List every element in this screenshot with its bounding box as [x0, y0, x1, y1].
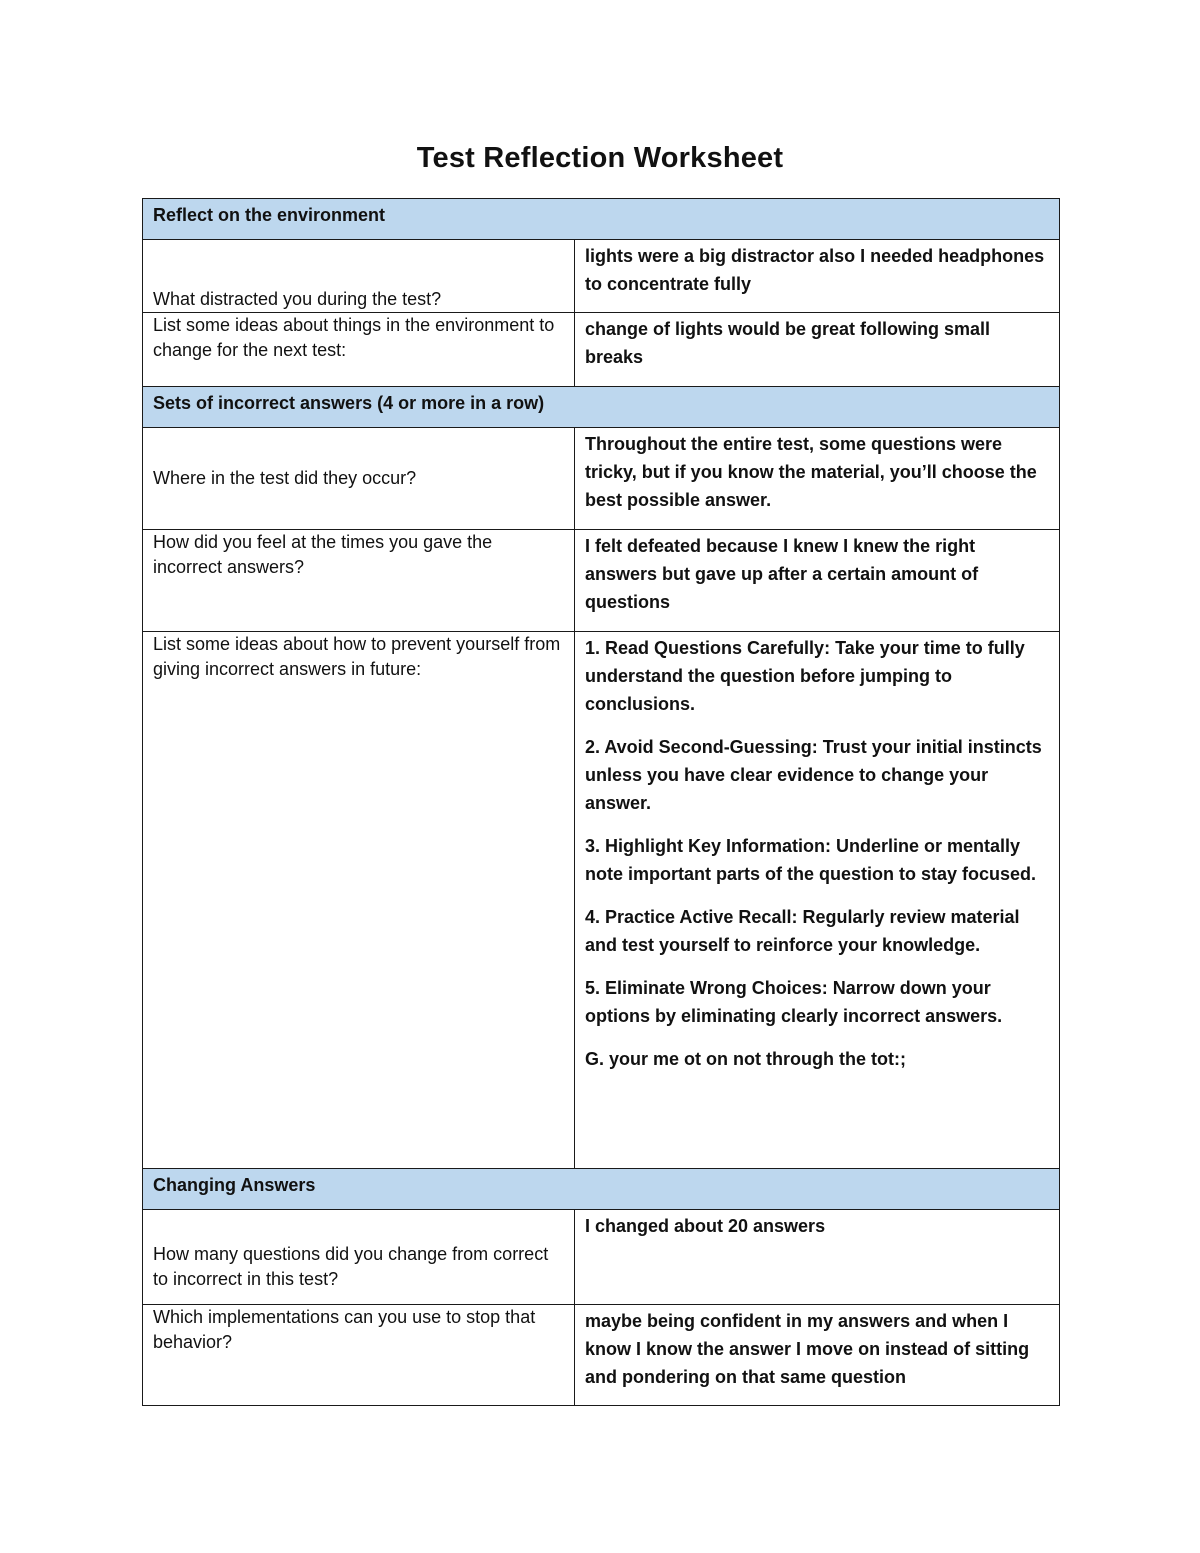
section-header-changing-answers — [143, 1169, 1060, 1210]
answer-cell: Throughout the entire test, some questions were tricky, but if you know the material, you’ll choose the best possible answer. — [575, 428, 1060, 530]
answer-cell: maybe being confident in my answers and when I know I know the answer I move on instead of sitting and pondering on that same question — [575, 1305, 1060, 1406]
section-heading: Reflect on the environment — [143, 199, 1060, 240]
tip-item: 2. Avoid Second-Guessing: Trust your initial instincts unless you have clear evidence to change your answer. — [585, 737, 1042, 813]
section-header-incorrect-answers — [143, 387, 1060, 428]
answer-cell: I changed about 20 answers — [575, 1210, 1060, 1305]
table-row — [143, 428, 1060, 530]
answer-cell: I felt defeated because I knew I knew the right answers but gave up after a certain amount of questions — [575, 530, 1060, 632]
section-heading: Changing Answers — [143, 1169, 1060, 1210]
table-row — [143, 632, 1060, 1169]
section-heading: Sets of incorrect answers (4 or more in a row) — [143, 387, 1060, 428]
table-row — [143, 530, 1060, 632]
tip-item: 4. Practice Active Recall: Regularly review material and test yourself to reinforce your knowledge. — [585, 907, 1020, 955]
tip-item: 1. Read Questions Carefully: Take your time to fully understand the question before jumping to conclusions. — [585, 638, 1025, 714]
question-cell: List some ideas about how to prevent yourself from giving incorrect answers in future: — [143, 632, 575, 1169]
question-cell: How many questions did you change from correct to incorrect in this test? — [143, 1210, 575, 1305]
worksheet-table — [142, 198, 1060, 1406]
question-cell: Where in the test did they occur? — [143, 428, 575, 530]
question-cell: List some ideas about things in the environment to change for the next test: — [143, 313, 575, 387]
section-header-environment — [143, 199, 1060, 240]
page-title: Test Reflection Worksheet — [416, 142, 784, 174]
tip-item: 5. Eliminate Wrong Choices: Narrow down your options by eliminating clearly incorrect answers. — [585, 978, 1003, 1026]
question-cell: How did you feel at the times you gave the incorrect answers? — [143, 530, 575, 632]
answer-cell: change of lights would be great following small breaks — [575, 313, 1060, 387]
table-row — [143, 240, 1060, 313]
tip-item: 3. Highlight Key Information: Underline or mentally note important parts of the question to stay focused. — [585, 836, 1037, 884]
answer-cell — [575, 632, 1060, 1169]
question-cell: Which implementations can you use to stop that behavior? — [143, 1305, 575, 1406]
tip-item: G. your me ot on not through the tot:; — [585, 1049, 906, 1069]
table-row — [143, 313, 1060, 387]
answer-cell: lights were a big distractor also I needed headphones to concentrate fully — [575, 240, 1060, 313]
question-cell: What distracted you during the test? — [143, 240, 575, 313]
table-row — [143, 1305, 1060, 1406]
table-row — [143, 1210, 1060, 1305]
